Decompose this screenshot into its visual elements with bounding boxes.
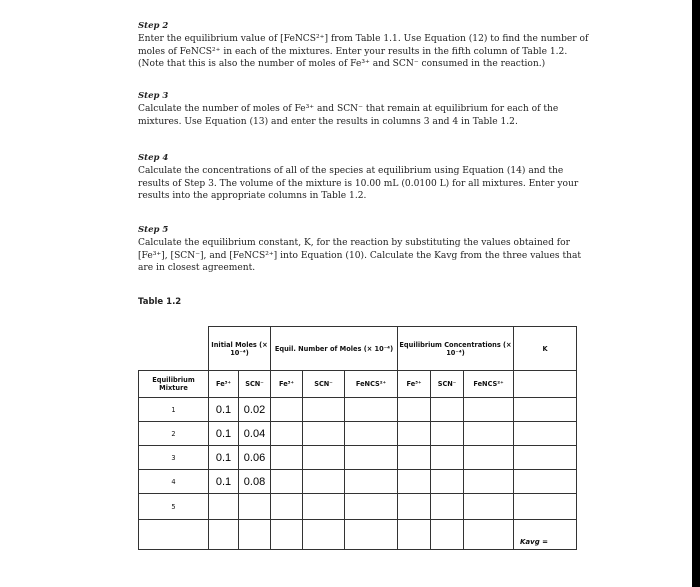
initial-fe-value: 0.1	[209, 422, 239, 446]
initial-fe-value: 0.1	[209, 470, 239, 494]
equilibrium-table	[138, 326, 577, 550]
mixture-number: 3	[139, 446, 209, 470]
equil-conc-header: Equilibrium Concentrations (× 10⁻⁴)	[398, 327, 514, 371]
table-row	[139, 446, 577, 470]
step-3-heading: Step 3	[138, 91, 169, 101]
table-row	[139, 494, 577, 520]
mixture-number: 2	[139, 422, 209, 446]
step-5-section	[138, 224, 596, 275]
table-row	[139, 422, 577, 446]
initial-scn-header: SCN⁻	[239, 371, 271, 398]
conc-fencs-header: FeNCS²⁺	[464, 371, 514, 398]
kavg-row	[139, 520, 577, 550]
initial-scn-value	[239, 494, 271, 520]
step-3-text: Calculate the number of moles of Fe³⁺ and SCN⁻ that remain at equilibrium for each of the mixtures. Use Equation (13) and enter the results in columns 3 and 4 in Table 1.2.	[138, 104, 559, 127]
equil-scn-header: SCN⁻	[303, 371, 345, 398]
mixture-number: 1	[139, 398, 209, 422]
conc-scn-header: SCN⁻	[431, 371, 464, 398]
step-5-text: Calculate the equilibrium constant, K, for the reaction by substituting the values obtained for [Fe³⁺], [SCN⁻], and [FeNCS²⁺] into Equation (10). Calculate the Kavg from the three values that are in closest agreement.	[138, 238, 582, 274]
group-header-row	[139, 327, 577, 371]
initial-fe-value: 0.1	[209, 446, 239, 470]
step-2-section	[138, 20, 596, 71]
initial-fe-header: Fe³⁺	[209, 371, 239, 398]
mixture-number: 4	[139, 470, 209, 494]
column-header-row	[139, 371, 577, 398]
table-row	[139, 470, 577, 494]
initial-fe-value	[209, 494, 239, 520]
kavg-cell	[514, 520, 577, 550]
step-5-heading: Step 5	[138, 225, 169, 235]
k-column-blank	[514, 371, 577, 398]
equil-fe-header: Fe³⁺	[271, 371, 303, 398]
equil-moles-header: Equil. Number of Moles (× 10⁻⁴)	[271, 327, 398, 371]
step-2-text: Enter the equilibrium value of [FeNCS²⁺] from Table 1.1. Use Equation (12) to find the number of moles of FeNCS²⁺ in each of the mixtures. Enter your results in the fifth column of Table 1.2. (Note that this is also the number of moles of Fe³⁺ and SCN⁻ consumed in the reaction.)	[138, 34, 589, 70]
initial-fe-value: 0.1	[209, 398, 239, 422]
conc-fe-header: Fe³⁺	[398, 371, 431, 398]
initial-scn-value: 0.08	[239, 470, 271, 494]
initial-scn-value: 0.04	[239, 422, 271, 446]
corner-blank	[139, 327, 209, 371]
step-4-heading: Step 4	[138, 153, 169, 163]
step-3-section	[138, 90, 596, 128]
initial-scn-value: 0.02	[239, 398, 271, 422]
equil-fencs-header: FeNCS²⁺	[345, 371, 398, 398]
step-4-section	[138, 152, 596, 203]
step-2-heading: Step 2	[138, 21, 169, 31]
initial-scn-value: 0.06	[239, 446, 271, 470]
table-title: Table 1.2	[138, 297, 182, 307]
mixture-header: Equilibrium Mixture	[139, 371, 209, 398]
table-row	[139, 398, 577, 422]
kavg-label: Kavg =	[520, 538, 549, 546]
k-header: K	[514, 327, 577, 371]
step-4-text: Calculate the concentrations of all of the species at equilibrium using Equation (14) and the results of Step 3. The volume of the mixture is 10.00 mL (0.0100 L) for all mixtures. Enter your results into the appropriate columns in Table 1.2.	[138, 166, 579, 202]
mixture-number: 5	[139, 494, 209, 520]
initial-moles-header: Initial Moles (× 10⁻⁴)	[209, 327, 271, 371]
